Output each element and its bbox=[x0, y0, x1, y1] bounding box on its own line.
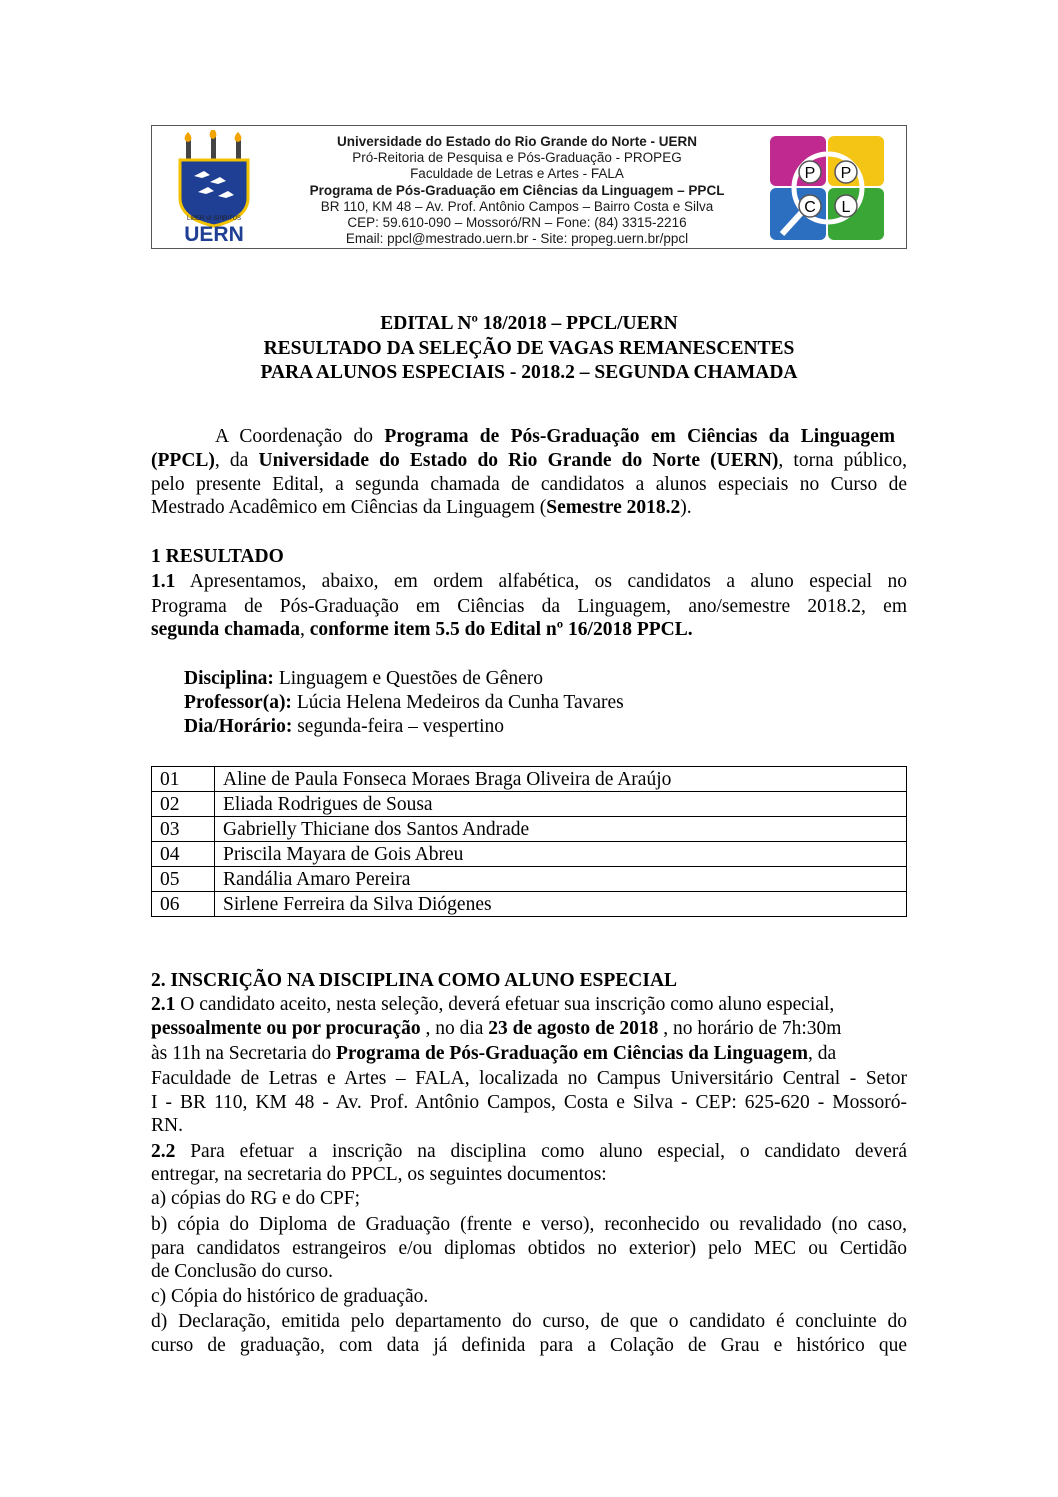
program-name: Programa de Pós-Graduação em Ciências da Linguagem – PPCL bbox=[309, 182, 725, 198]
candidate-name: Aline de Paula Fonseca Moraes Braga Oliveira de Araújo bbox=[215, 767, 907, 792]
item-2-2-line-1 bbox=[151, 1140, 907, 1164]
schedule-label: Dia/Horário: bbox=[184, 716, 293, 737]
uern-logo-motto: LIBER VI SPIRITUS bbox=[186, 216, 242, 222]
table-row bbox=[152, 817, 907, 842]
intro-text: ). bbox=[680, 497, 692, 518]
section-1-text: Apresentamos, abaixo, em ordem alfabética, os candidatos a aluno especial no bbox=[175, 571, 907, 592]
ppcl-letter: C bbox=[804, 199, 816, 216]
doc-item-c: c) Cópia do histórico de graduação. bbox=[151, 1286, 429, 1307]
item-text: O candidato aceito, nesta seleção, deverá efetuar sua inscrição como aluno especial, bbox=[175, 994, 835, 1015]
intro-university: Universidade do Estado do Rio Grande do Norte (UERN) bbox=[258, 450, 779, 471]
candidate-name: Sirlene Ferreira da Silva Diógenes bbox=[215, 892, 907, 917]
ppcl-letter: P bbox=[804, 165, 816, 182]
candidate-number: 04 bbox=[152, 842, 215, 867]
candidate-number: 01 bbox=[152, 767, 215, 792]
item-2-1-line-6: RN. bbox=[151, 1115, 183, 1136]
professor-line bbox=[184, 692, 940, 714]
candidate-number: 06 bbox=[152, 892, 215, 917]
candidate-number: 03 bbox=[152, 817, 215, 842]
torch-icon bbox=[185, 130, 242, 162]
institution-name: Universidade do Estado do Rio Grande do Norte - UERN bbox=[336, 134, 698, 149]
candidate-name: Gabrielly Thiciane dos Santos Andrade bbox=[215, 817, 907, 842]
doc-item-b-line-3: de Conclusão do curso. bbox=[151, 1261, 333, 1282]
table-row bbox=[152, 892, 907, 917]
email-site: Email: ppcl@mestrado.uern.br - Site: propeg.uern.br/ppcl bbox=[345, 231, 689, 247]
item-text: Para efetuar a inscrição na disciplina como aluno especial, o candidato deverá bbox=[175, 1141, 907, 1162]
doc-item-b-line-2: para candidatos estrangeiros e/ou diplomas obtidos no exterior) pelo MEC ou Certidão bbox=[151, 1238, 907, 1259]
table-row bbox=[152, 767, 907, 792]
discipline-value: Linguagem e Questões de Gênero bbox=[273, 668, 544, 689]
item-number: 2.1 bbox=[151, 994, 176, 1015]
table-row bbox=[152, 867, 907, 892]
edital-title: EDITAL Nº 18/2018 – PPCL/UERN bbox=[380, 313, 678, 334]
intro-text: A Coordenação do bbox=[215, 426, 385, 447]
edital-subtitle-2: PARA ALUNOS ESPECIAIS - 2018.2 – SEGUNDA CHAMADA bbox=[260, 362, 798, 383]
schedule-value: segunda-feira – vespertino bbox=[292, 716, 505, 737]
doc-item-a: a) cópias do RG e do CPF; bbox=[151, 1188, 361, 1209]
postal-phone: CEP: 59.610-090 – Mossoró/RN – Fone: (84) 3315-2216 bbox=[347, 215, 687, 231]
program-name-bold: Programa de Pós-Graduação em Ciências da Linguagem bbox=[336, 1043, 808, 1064]
pro-rectorate: Pró-Reitoria de Pesquisa e Pós-Graduação - PROPEG bbox=[352, 150, 682, 166]
letterhead bbox=[151, 125, 907, 249]
section-1-text: , bbox=[300, 619, 310, 640]
discipline-line bbox=[184, 668, 940, 690]
faculty: Faculdade de Letras e Artes - FALA bbox=[410, 166, 624, 182]
candidates-table bbox=[151, 766, 907, 917]
intro-text: Mestrado Acadêmico em Ciências da Linguagem ( bbox=[151, 497, 547, 518]
item-2-1-line-4: Faculdade de Letras e Artes – FALA, localizada no Campus Universitário Central - Setor bbox=[151, 1068, 907, 1089]
section-2-heading: 2. INSCRIÇÃO NA DISCIPLINA COMO ALUNO ESPECIAL bbox=[151, 970, 678, 991]
item-text: às 11h na Secretaria do bbox=[151, 1043, 336, 1064]
ppcl-logo bbox=[768, 134, 888, 246]
item-2-1-line-5: I - BR 110, KM 48 - Av. Prof. Antônio Campos, Costa e Silva - CEP: 625-620 - Mossoró- bbox=[151, 1092, 907, 1113]
item-text: , no dia bbox=[420, 1018, 489, 1039]
second-call: segunda chamada bbox=[151, 619, 300, 640]
intro-line-3: pelo presente Edital, a segunda chamada de candidatos a alunos especiais no Curso de bbox=[151, 474, 907, 495]
edital-subtitle: RESULTADO DA SELEÇÃO DE VAGAS REMANESCENTES bbox=[263, 338, 795, 359]
intro-semester: Semestre 2018.2 bbox=[546, 497, 681, 518]
intro-line-4 bbox=[151, 497, 907, 519]
item-number: 1.1 bbox=[151, 571, 176, 592]
ppcl-letter: L bbox=[841, 199, 851, 216]
section-1-line-3 bbox=[151, 619, 907, 641]
section-1-line-2: Programa de Pós-Graduação em Ciências da Linguagem, ano/semestre 2018.2, em bbox=[151, 596, 907, 617]
item-2-1-line-1 bbox=[151, 994, 907, 1016]
table-row bbox=[152, 842, 907, 867]
item-2-2-line-2: entregar, na secretaria do PPCL, os seguintes documentos: bbox=[151, 1164, 607, 1185]
professor-value: Lúcia Helena Medeiros da Cunha Tavares bbox=[291, 692, 624, 713]
candidate-number: 02 bbox=[152, 792, 215, 817]
item-number: 2.2 bbox=[151, 1141, 176, 1162]
item-2-1-line-2 bbox=[151, 1018, 907, 1040]
table-row bbox=[152, 792, 907, 817]
item-2-1-line-3 bbox=[151, 1043, 907, 1065]
candidate-name: Randália Amaro Pereira bbox=[215, 867, 907, 892]
uern-logo-name: UERN bbox=[184, 223, 244, 242]
intro-text: , da bbox=[214, 450, 259, 471]
intro-program-name: Programa de Pós-Graduação em Ciências da Linguagem bbox=[384, 426, 895, 447]
professor-label: Professor(a): bbox=[184, 692, 292, 713]
candidate-number: 05 bbox=[152, 867, 215, 892]
edital-reference: conforme item 5.5 do Edital nº 16/2018 PPCL. bbox=[309, 619, 693, 640]
schedule-line bbox=[184, 716, 940, 738]
doc-item-b-line-1: b) cópia do Diploma de Graduação (frente e verso), reconhecido ou revalidado (no caso, bbox=[151, 1214, 907, 1235]
candidate-name: Eliada Rodrigues de Sousa bbox=[215, 792, 907, 817]
doc-item-d-line-2: curso de graduação, com data já definida para a Colação de Grau e histórico que bbox=[151, 1335, 907, 1356]
in-person-or-proxy: pessoalmente ou por procuração bbox=[151, 1018, 421, 1039]
item-text: , no horário de 7h:30m bbox=[658, 1018, 842, 1039]
intro-ppcl: (PPCL) bbox=[151, 450, 215, 471]
section-1-heading: 1 RESULTADO bbox=[151, 546, 284, 567]
uern-logo bbox=[166, 130, 262, 242]
ppcl-letter: P bbox=[840, 165, 852, 182]
intro-line-1 bbox=[215, 425, 895, 449]
section-1-line-1 bbox=[151, 570, 907, 594]
discipline-label: Disciplina: bbox=[184, 668, 274, 689]
item-text: , da bbox=[807, 1043, 837, 1064]
letterhead-text bbox=[262, 134, 772, 247]
address: BR 110, KM 48 – Av. Prof. Antônio Campos – Bairro Costa e Silva bbox=[320, 198, 714, 214]
intro-text: , torna público, bbox=[778, 450, 907, 471]
intro-line-2 bbox=[151, 449, 907, 473]
doc-item-d-line-1: d) Declaração, emitida pelo departamento do curso, de que o candidato é concluinte do bbox=[151, 1311, 907, 1332]
candidate-name: Priscila Mayara de Gois Abreu bbox=[215, 842, 907, 867]
registration-date: 23 de agosto de 2018 bbox=[488, 1018, 659, 1039]
